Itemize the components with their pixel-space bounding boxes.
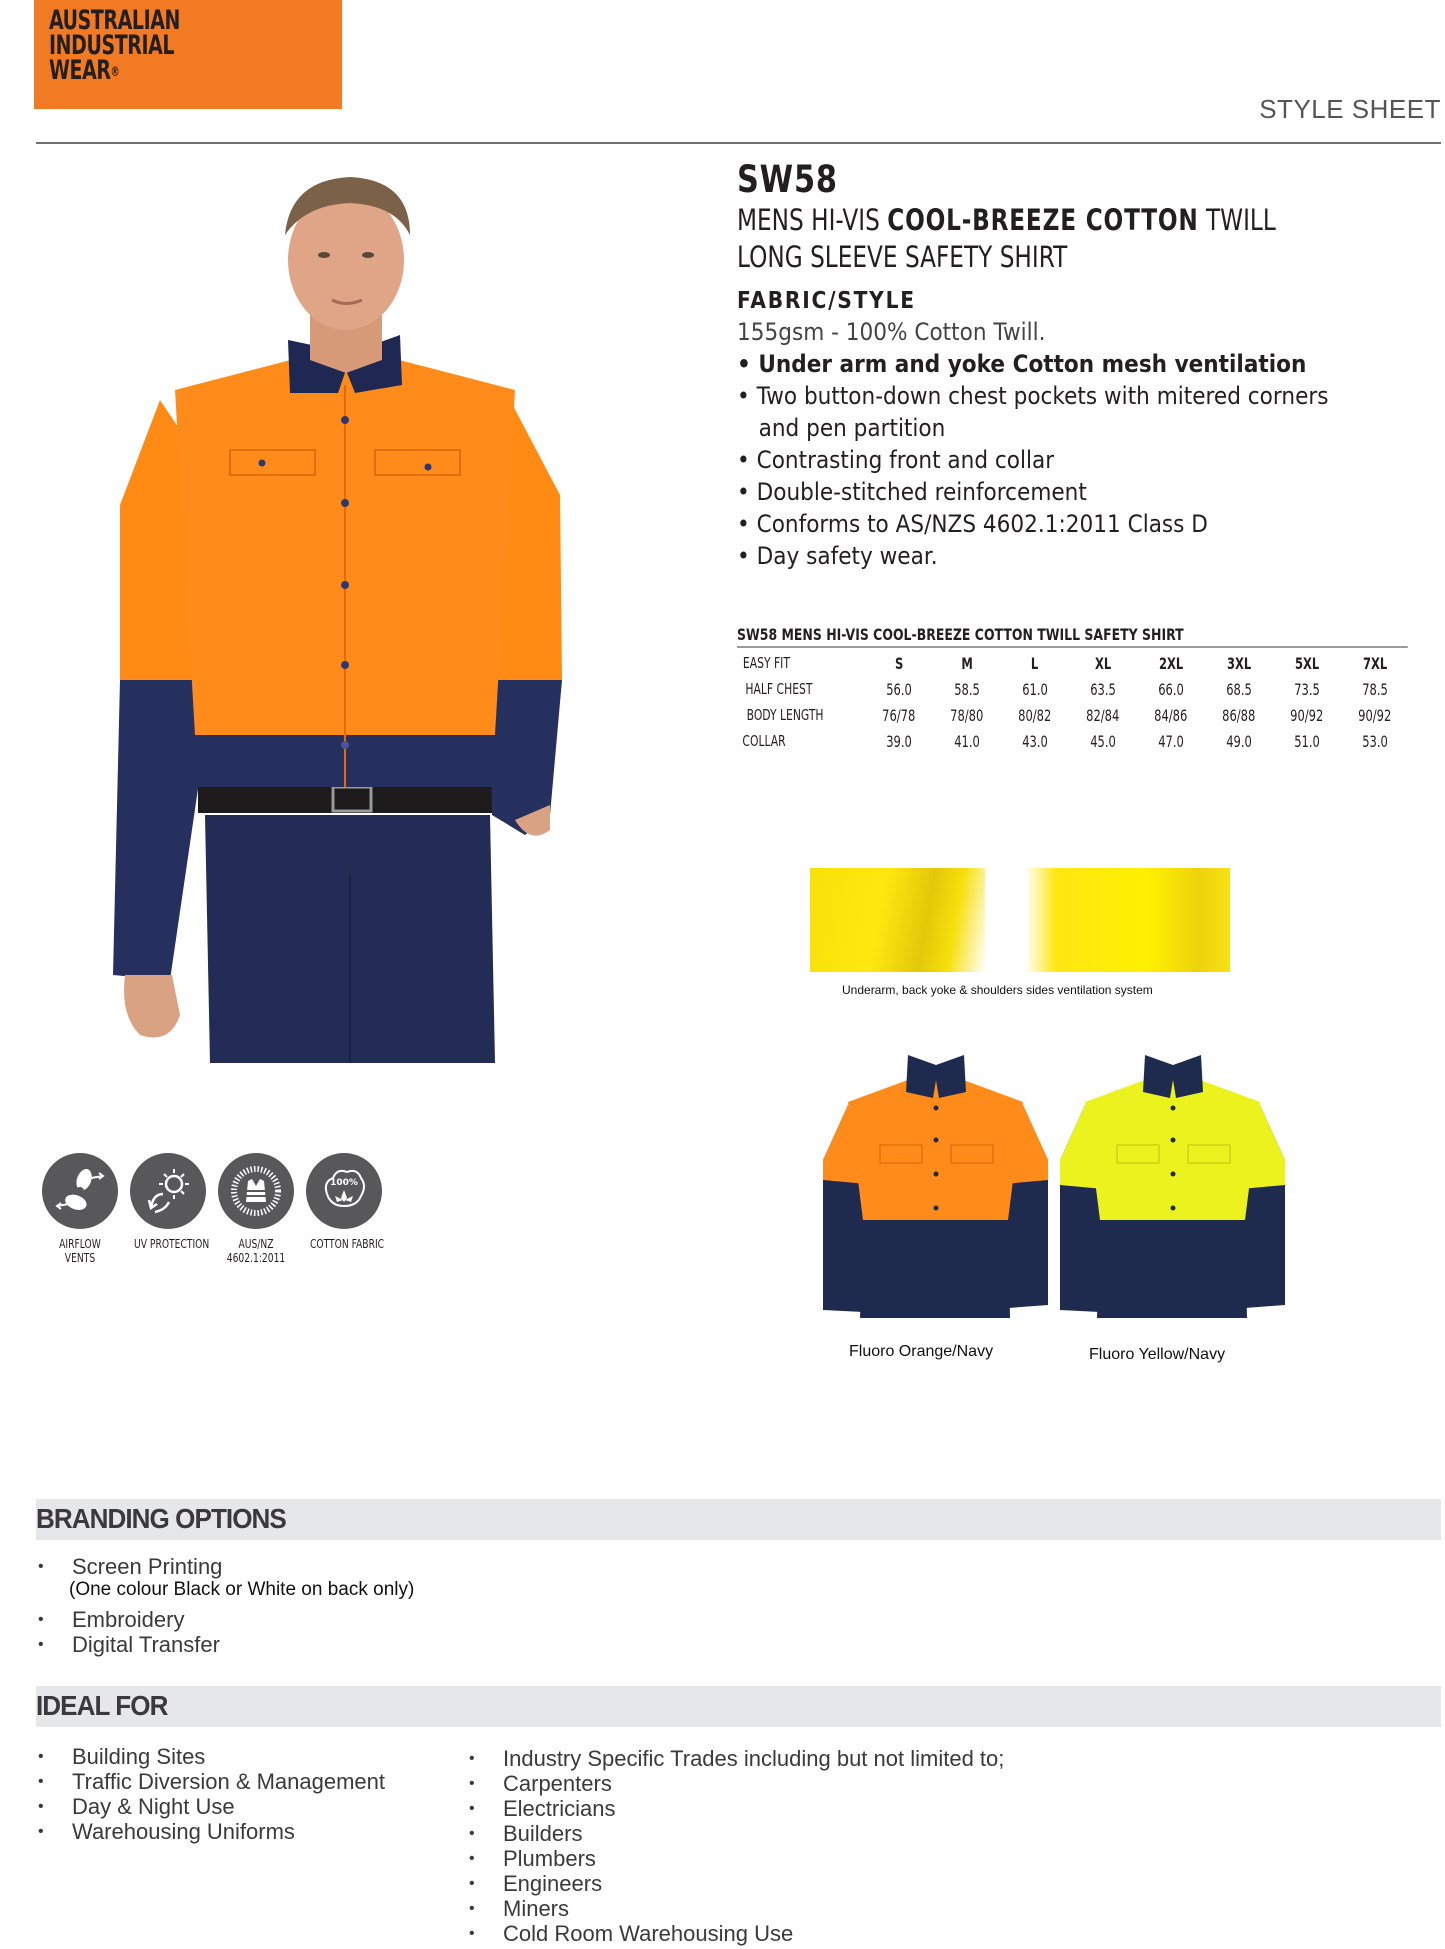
brand-logo — [34, 0, 342, 109]
ideal-for-section-bar — [36, 1686, 1441, 1727]
ventilation-caption: Underarm, back yoke & shoulders sides ventilation system — [842, 983, 1153, 997]
feature-cotton: 100% COTTON FABRIC — [304, 1153, 384, 1251]
branding-list — [36, 1554, 414, 1657]
ideal-for-item: • Cold Room Warehousing Use — [467, 1921, 1004, 1946]
size-row-half-chest: HALF CHEST 56.0 58.5 61.0 63.5 66.0 68.5 73.5 78.5 — [745, 679, 1388, 699]
cotton-fabric-icon — [306, 1153, 382, 1229]
size-chart-table — [737, 650, 1409, 754]
model-wearing-shirt-image — [110, 175, 580, 1063]
feature-list — [737, 348, 1437, 572]
ideal-for-heading: IDEAL FOR — [36, 1690, 168, 1721]
ideal-for-item: • Building Sites — [36, 1744, 385, 1769]
logo-line-2: INDUSTRIAL — [49, 30, 175, 61]
ideal-for-item: • Engineers — [467, 1871, 1004, 1896]
underarm-mesh-image — [810, 868, 985, 972]
feature-item: • Two button-down chest pockets with mitered corners — [737, 382, 1329, 410]
product-title-line-1: MENS HI-VIS COOL-BREEZE COTTON TWILL — [737, 203, 1276, 237]
doc-type-label: STYLE SHEET — [1259, 94, 1441, 124]
feature-airflow: AIRFLOW VENTS — [40, 1153, 120, 1265]
ideal-for-item: • Industry Specific Trades including but not limited to; — [467, 1746, 1004, 1771]
feature-item: • Conforms to AS/NZS 4602.1:2011 Class D — [737, 510, 1208, 538]
ideal-for-item: • Warehousing Uniforms — [36, 1819, 385, 1844]
ideal-for-item: • Plumbers — [467, 1846, 1004, 1871]
branding-item-embroidery: • Embroidery — [36, 1607, 414, 1632]
feature-icons — [40, 1153, 400, 1273]
ideal-for-item: • Traffic Diversion & Management — [36, 1769, 385, 1794]
size-chart-title: SW58 MENS HI-VIS COOL-BREEZE COTTON TWILL SAFETY SHIRT — [737, 625, 1408, 648]
feature-item-continued: and pen partition — [758, 414, 946, 442]
yoke-mesh-image — [1025, 868, 1230, 972]
svg-text:100%: 100% — [330, 1178, 358, 1188]
logo-line-1: AUSTRALIAN — [49, 5, 180, 36]
hi-vis-vest-icon — [218, 1153, 294, 1229]
product-info — [737, 158, 1437, 572]
ideal-for-item: • Day & Night Use — [36, 1794, 385, 1819]
shirt-orange-navy-image — [818, 1050, 1053, 1330]
feature-item: • Under arm and yoke Cotton mesh ventilation — [737, 350, 1307, 378]
fabric-style-heading: FABRIC/STYLE — [737, 288, 916, 314]
ideal-for-item: • Builders — [467, 1821, 1004, 1846]
ideal-for-item: • Electricians — [467, 1796, 1004, 1821]
product-code: SW58 — [737, 158, 838, 201]
feature-item: • Contrasting front and collar — [737, 446, 1055, 474]
airflow-vents-icon — [42, 1153, 118, 1229]
registered-mark: ® — [110, 65, 120, 80]
shirt-yellow-navy-image — [1055, 1050, 1290, 1330]
size-row-body-length: BODY LENGTH 76/78 78/80 80/82 82/84 84/86 86/88 90/92 90/92 — [746, 705, 1392, 725]
branding-item-digital-transfer: • Digital Transfer — [36, 1632, 414, 1657]
colour-label-orange-navy: Fluoro Orange/Navy — [849, 1343, 994, 1360]
size-chart — [737, 625, 1409, 754]
feature-item: • Double-stitched reinforcement — [737, 478, 1087, 506]
ideal-for-item: • Miners — [467, 1896, 1004, 1921]
screen-printing-note: (One colour Black or White on back only) — [69, 1579, 415, 1600]
uv-protection-icon — [130, 1153, 206, 1229]
colour-label-yellow-navy: Fluoro Yellow/Navy — [1089, 1346, 1226, 1363]
header-divider — [36, 142, 1441, 144]
ideal-for-item: • Carpenters — [467, 1771, 1004, 1796]
ideal-for-list-1 — [36, 1744, 385, 1844]
feature-item: • Day safety wear. — [737, 542, 938, 570]
product-title-line-2: LONG SLEEVE SAFETY SHIRT — [737, 240, 1068, 274]
ventilation-closeup-images — [810, 868, 1230, 972]
feature-ausnz: AUS/NZ 4602.1:2011 — [216, 1153, 296, 1265]
fabric-description: 155gsm - 100% Cotton Twill. — [737, 318, 1046, 346]
branding-heading: BRANDING OPTIONS — [36, 1503, 286, 1534]
size-header-row: EASY FIT S M L XL 2XL 3XL 5XL 7XL — [742, 653, 1388, 673]
feature-uv: UV PROTECTION — [128, 1153, 208, 1251]
model-photo — [110, 175, 580, 1063]
branding-item-screen-printing: • Screen Printing (One colour Black or White on back only) — [36, 1554, 414, 1601]
size-row-collar: COLLAR 39.0 41.0 43.0 45.0 47.0 49.0 51.0 53.0 — [742, 731, 1388, 751]
logo-line-3: WEAR® — [49, 55, 120, 86]
ideal-for-list-2 — [467, 1746, 1004, 1946]
